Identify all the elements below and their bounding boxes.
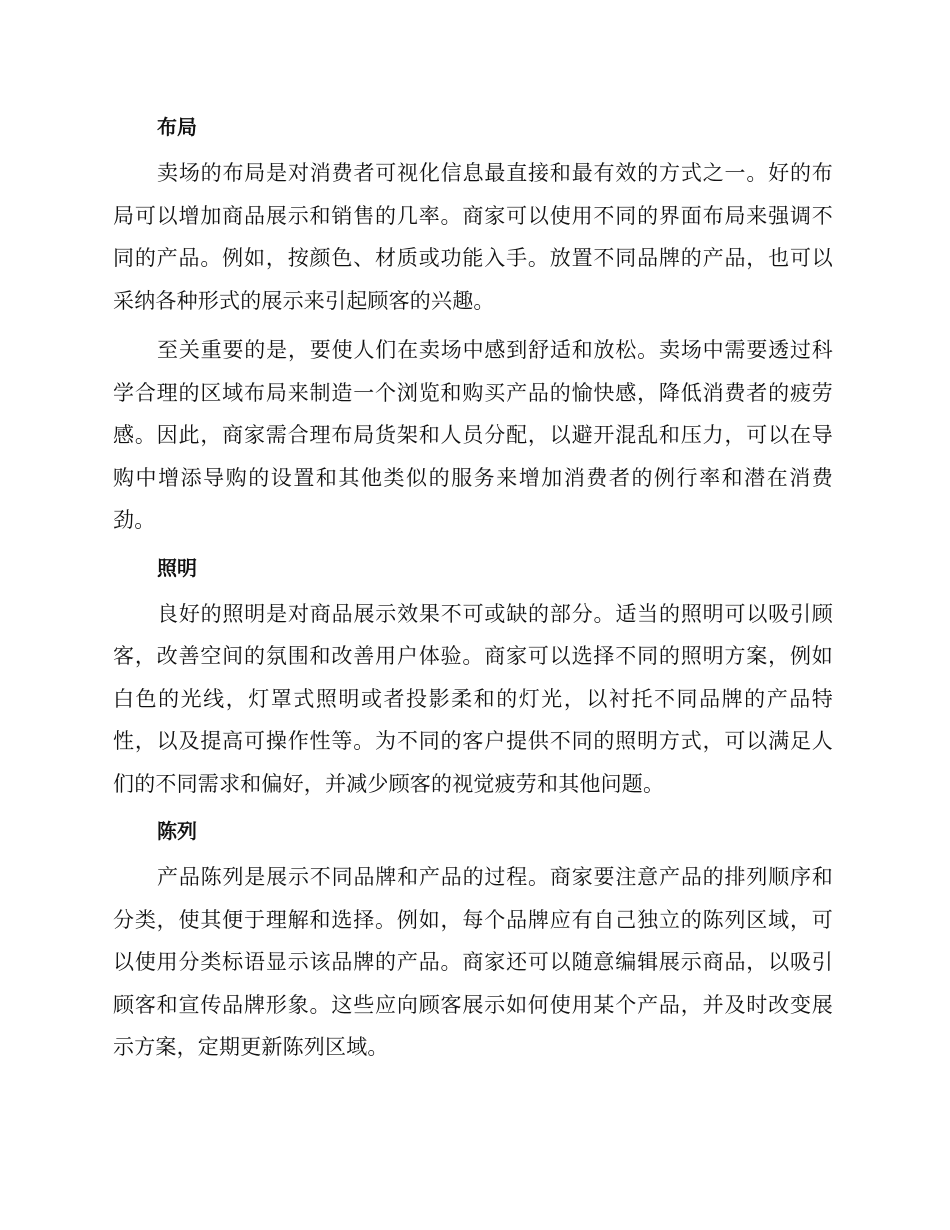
paragraph: 产品陈列是展示不同品牌和产品的过程。商家要注意产品的排列顺序和分类，使其便于理解和选择。例如，每个品牌应有自己独立的陈列区域，可以使用分类标语显示该品牌的产品。商家还可以随意编辑展示商品，以吸引顾客和宣传品牌形象。这些应向顾客展示如何使用某个产品，并及时改变展示方案，定期更新陈列区域。 <box>113 865 833 1059</box>
section-heading: 布局 <box>157 115 197 139</box>
paragraph: 良好的照明是对商品展示效果不可或缺的部分。适当的照明可以吸引顾客，改善空间的氛围和改善用户体验。商家可以选择不同的照明方案，例如白色的光线，灯罩式照明或者投影柔和的灯光，以衬托不同品牌的产品特性，以及提高可操作性等。为不同的客户提供不同的照明方式，可以满足人们的不同需求和偏好，并减少顾客的视觉疲劳和其他问题。 <box>113 601 833 796</box>
section-lighting <box>113 549 833 806</box>
section-heading: 照明 <box>157 555 197 580</box>
document-page <box>113 108 833 1076</box>
section-display <box>113 812 833 1069</box>
section-heading: 陈列 <box>157 819 197 843</box>
paragraph: 卖场的布局是对消费者可视化信息最直接和最有效的方式之一。好的布局可以增加商品展示和销售的几率。商家可以使用不同的界面布局来强调不同的产品。例如，按颜色、材质或功能入手。放置不同品牌的产品，也可以采纳各种形式的展示来引起顾客的兴趣。 <box>113 161 833 313</box>
section-layout <box>113 108 833 542</box>
paragraph: 至关重要的是，要使人们在卖场中感到舒适和放松。卖场中需要透过科学合理的区域布局来制造一个浏览和购买产品的愉快感，降低消费者的疲劳感。因此，商家需合理布局货架和人员分配，以避开混乱和压力，可以在导购中增添导购的设置和其他类似的服务来增加消费者的例行率和潜在消费劲。 <box>113 338 833 532</box>
